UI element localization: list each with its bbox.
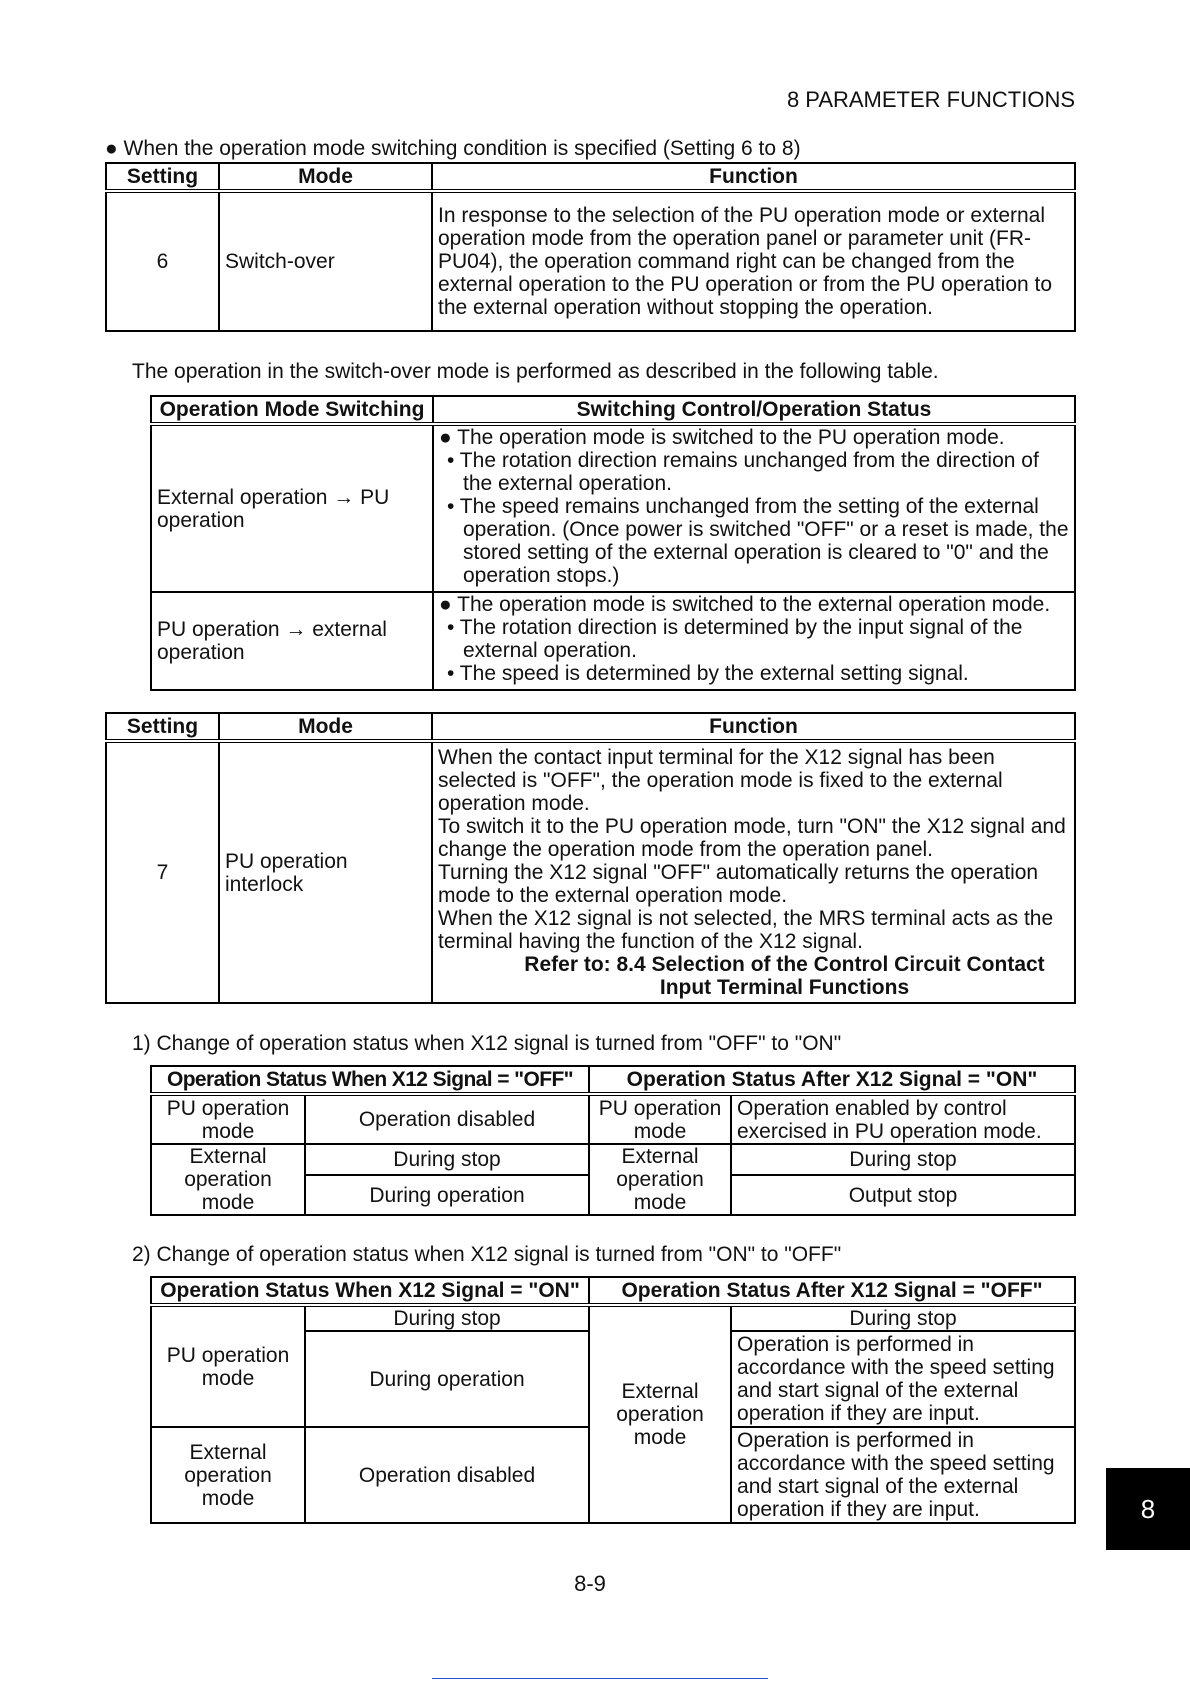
- ext-mode-cell: External operation mode: [151, 1144, 305, 1215]
- chapter-tab: 8: [1106, 1468, 1190, 1550]
- during-operation-cell: During operation: [305, 1175, 589, 1215]
- during-stop-cell: During stop: [731, 1144, 1075, 1175]
- header-function: Function: [432, 713, 1075, 741]
- table-change-off-on: [150, 1065, 1076, 1216]
- mode-value: PU operation interlock: [219, 741, 432, 1003]
- op-disabled-cell: Operation disabled: [305, 1427, 589, 1523]
- footer-divider: [432, 1678, 768, 1679]
- op-disabled-cell: Operation disabled: [305, 1094, 589, 1144]
- change1-title: 1) Change of operation status when X12 signal is turned from "OFF" to "ON": [132, 1032, 842, 1055]
- during-operation-cell: During operation: [305, 1331, 589, 1427]
- table-setting-7: [105, 712, 1076, 1004]
- ext-mode-cell: External operation mode: [151, 1427, 305, 1523]
- pu-mode-cell: PU operation mode: [151, 1094, 305, 1144]
- table-change-on-off: [150, 1276, 1076, 1524]
- refer-link: Refer to: 8.4 Selection of the Control Circuit Contact Input Terminal Functions: [524, 953, 1045, 999]
- pu-mode-cell: PU operation mode: [151, 1305, 305, 1427]
- status-cell: [433, 592, 1075, 690]
- status-bullet: • The speed is determined by the external setting signal.: [447, 662, 969, 685]
- ext-mode-cell: External operation mode: [589, 1305, 731, 1523]
- switching-cell: External operation → PU operation: [151, 424, 433, 592]
- setting-value: 7: [106, 741, 219, 1003]
- during-stop-cell: During stop: [305, 1305, 589, 1331]
- mode-value: Switch-over: [219, 191, 432, 331]
- table-switchover: [150, 395, 1076, 691]
- bullet-icon: ●: [439, 426, 452, 449]
- status-bullet: • The rotation direction is determined by the input signal of the external operation.: [447, 616, 1023, 662]
- table-row: [151, 1305, 1075, 1331]
- header-after: Operation Status After X12 Signal = "OFF": [589, 1277, 1075, 1305]
- table-row: [151, 1144, 1075, 1175]
- change2-title: 2) Change of operation status when X12 signal is turned from "ON" to "OFF": [132, 1243, 842, 1266]
- table-row: [151, 592, 1075, 690]
- table-setting-6: [105, 162, 1076, 332]
- pu-mode-cell: PU operation mode: [589, 1094, 731, 1144]
- header-function: Function: [432, 163, 1075, 191]
- ext-mode-cell: External operation mode: [589, 1144, 731, 1215]
- performed-cell: Operation is performed in accordance with the speed setting and start signal of the external operation if they are input.: [731, 1427, 1075, 1523]
- during-stop-cell: During stop: [731, 1305, 1075, 1331]
- table-row: [151, 1094, 1075, 1144]
- switching-cell: PU operation → external operation: [151, 592, 433, 690]
- setting-value: 6: [106, 191, 219, 331]
- header-mode: Mode: [219, 163, 432, 191]
- output-stop-cell: Output stop: [731, 1175, 1075, 1215]
- table-row: [151, 424, 1075, 592]
- header-setting: Setting: [106, 163, 219, 191]
- status-bullet: • The rotation direction remains unchanged from the direction of the external operation.: [447, 449, 1039, 495]
- performed-cell: Operation is performed in accordance with the speed setting and start signal of the external operation if they are input.: [731, 1331, 1075, 1427]
- header-before: Operation Status When X12 Signal = "OFF": [151, 1066, 589, 1094]
- status-main: ● The operation mode is switched to the PU operation mode.: [439, 426, 1005, 449]
- header-status: Switching Control/Operation Status: [433, 396, 1075, 424]
- status-bullet: • The speed remains unchanged from the setting of the external operation. (Once power is switched "OFF" or a reset is made, the stored setting of the external operation is cleared to "0" and the operation stops.): [447, 495, 1069, 587]
- bullet-icon: ●: [439, 593, 452, 616]
- status-cell: [433, 424, 1075, 592]
- enabled-cell: Operation enabled by control exercised in PU operation mode.: [731, 1094, 1075, 1144]
- intro-line: [105, 137, 1085, 160]
- section-header: 8 PARAMETER FUNCTIONS: [786, 87, 1075, 112]
- status-main: ● The operation mode is switched to the external operation mode.: [439, 593, 1051, 616]
- during-stop-cell: During stop: [305, 1144, 589, 1175]
- header-switching: Operation Mode Switching: [151, 396, 433, 424]
- page-number: 8-9: [574, 1571, 606, 1596]
- function-text: In response to the selection of the PU operation mode or external operation mode from the operation panel or parameter unit (FR-PU04), the operation command right can be changed from the external operation to the PU operation or from the PU operation to the external operation without stopping the operation.: [432, 191, 1075, 331]
- switchover-note: The operation in the switch-over mode is performed as described in the following table.: [132, 360, 939, 383]
- header-before: Operation Status When X12 Signal = "ON": [151, 1277, 589, 1305]
- header-setting: Setting: [106, 713, 219, 741]
- header-after: Operation Status After X12 Signal = "ON": [589, 1066, 1075, 1094]
- intro-text: When the operation mode switching condition is specified (Setting 6 to 8): [123, 137, 801, 160]
- bullet-icon: ●: [105, 137, 118, 160]
- header-mode: Mode: [219, 713, 432, 741]
- function-text: When the contact input terminal for the X12 signal has been selected is "OFF", the operation mode is fixed to the external operation mode. To switch it to the PU operation mode, turn "ON" the X12 signal and change the operation mode from the operation panel. Turning the X12 signal "OFF" automatically returns the operation mode to the external operation mode. When the X12 signal is not selected, the MRS terminal acts as the terminal having the function of the X12 signal. Refer to: 8.4 Selection of the Control Circuit Contact Input Terminal Functions: [432, 741, 1075, 1003]
